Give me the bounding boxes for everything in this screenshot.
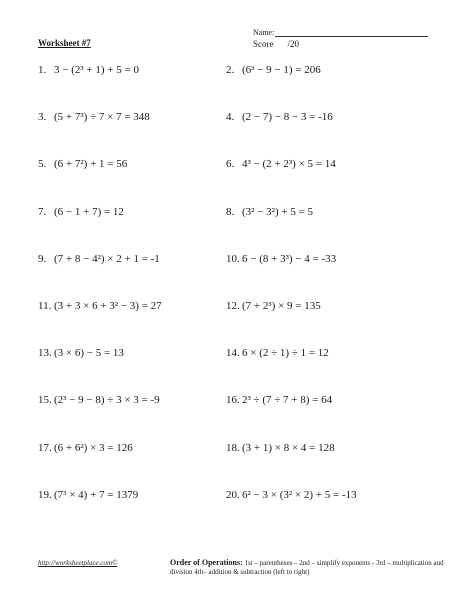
order-of-operations-text: 1st – parentheses – 2nd – simplify exponents - 3rd – multiplication and division 4th– addition & subtraction (left to right)	[170, 559, 444, 576]
problem-list	[38, 64, 438, 536]
problem-number: 2.	[226, 64, 235, 76]
problem-item	[226, 394, 332, 406]
worksheet-title: Worksheet #7	[38, 38, 91, 48]
problem-item	[226, 489, 357, 501]
problem-item	[38, 394, 160, 406]
problem-item	[38, 64, 139, 76]
problem-expression: (3 + 1) × 8 × 4 = 128	[242, 441, 335, 454]
problem-expression: (3² − 3²) + 5 = 5	[242, 205, 314, 218]
problem-number: 12.	[226, 299, 240, 312]
problem-number: 20.	[226, 488, 240, 501]
problem-expression: (6 − 1 + 7) = 12	[54, 205, 124, 218]
problem-number: 9.	[38, 252, 47, 265]
name-field[interactable]	[253, 28, 428, 37]
problem-number: 10.	[226, 252, 240, 265]
problem-row	[38, 442, 438, 489]
problem-number: 5.	[38, 158, 47, 171]
problem-item	[226, 442, 335, 454]
problem-number: 18.	[226, 441, 240, 454]
problem-item	[226, 347, 329, 359]
problem-number: 11.	[38, 299, 52, 312]
score-total: /20	[287, 39, 300, 49]
problem-expression: (3 × 6) − 5 = 13	[54, 347, 124, 360]
problem-row	[38, 300, 438, 347]
website-link[interactable]: http://worksheetplace.com©	[38, 559, 118, 567]
problem-item	[226, 111, 333, 123]
problem-item	[226, 300, 321, 312]
problem-expression: 4³ − (2 + 2³) × 5 = 14	[242, 158, 336, 171]
problem-number: 17.	[38, 441, 52, 454]
problem-expression: (7 + 2³) × 9 = 135	[242, 299, 321, 312]
problem-row	[38, 394, 438, 441]
problem-row	[38, 158, 438, 205]
score-field	[253, 39, 299, 49]
name-blank-line[interactable]	[275, 28, 428, 37]
problem-item	[38, 158, 127, 170]
problem-row	[38, 111, 438, 158]
problem-item	[38, 347, 124, 359]
problem-expression: 3 − (2³ + 1) + 5 = 0	[54, 64, 139, 76]
problem-expression: (6 + 6²) × 3 = 126	[54, 441, 133, 454]
problem-number: 1.	[38, 64, 47, 76]
problem-row	[38, 64, 438, 111]
problem-row	[38, 206, 438, 253]
problem-row	[38, 347, 438, 394]
problem-number: 4.	[226, 111, 235, 124]
problem-expression: 6² − 3 × (3² × 2) + 5 = -13	[242, 488, 357, 501]
problem-expression: (6³ − 9 − 1) = 206	[242, 64, 321, 76]
problem-item	[38, 253, 160, 265]
problem-number: 16.	[226, 394, 240, 407]
problem-item	[38, 300, 162, 312]
problem-row	[38, 253, 438, 300]
problem-expression: (3 + 3 × 6 + 3² − 3) = 27	[54, 299, 162, 312]
problem-number: 6.	[226, 158, 235, 171]
problem-item	[226, 253, 336, 265]
problem-expression: (2 − 7) − 8 − 3 = -16	[242, 111, 333, 124]
problem-expression: 6 × (2 ÷ 1) ÷ 1 = 12	[242, 347, 329, 360]
order-of-operations-note	[170, 558, 450, 577]
name-label: Name:	[253, 28, 275, 37]
problem-item	[38, 111, 150, 123]
problem-number: 8.	[226, 205, 235, 218]
problem-expression: (2³ − 9 − 8) ÷ 3 × 3 = -9	[54, 394, 160, 407]
problem-number: 13.	[38, 347, 52, 360]
problem-expression: (7 + 8 − 4²) × 2 + 1 = -1	[54, 252, 160, 265]
score-label: Score	[253, 39, 274, 49]
problem-item	[226, 206, 313, 218]
problem-expression: (5 + 7³) ÷ 7 × 7 = 348	[54, 111, 150, 124]
problem-item	[38, 206, 124, 218]
problem-item	[226, 64, 321, 76]
problem-item	[226, 158, 336, 170]
problem-expression: (6 + 7²) + 1 = 56	[54, 158, 128, 171]
problem-expression: (7³ × 4) + 7 = 1379	[54, 488, 139, 501]
problem-expression: 2³ ÷ (7 ÷ 7 + 8) = 64	[242, 394, 333, 407]
problem-expression: 6 − (8 + 3³) − 4 = -33	[242, 252, 337, 265]
problem-number: 15.	[38, 394, 52, 407]
problem-item	[38, 442, 133, 454]
problem-number: 19.	[38, 488, 52, 501]
problem-number: 3.	[38, 111, 47, 124]
problem-number: 14.	[226, 347, 240, 360]
problem-row	[38, 489, 438, 536]
order-of-operations-title: Order of Operations:	[170, 558, 243, 567]
problem-number: 7.	[38, 205, 47, 218]
problem-item	[38, 489, 138, 501]
